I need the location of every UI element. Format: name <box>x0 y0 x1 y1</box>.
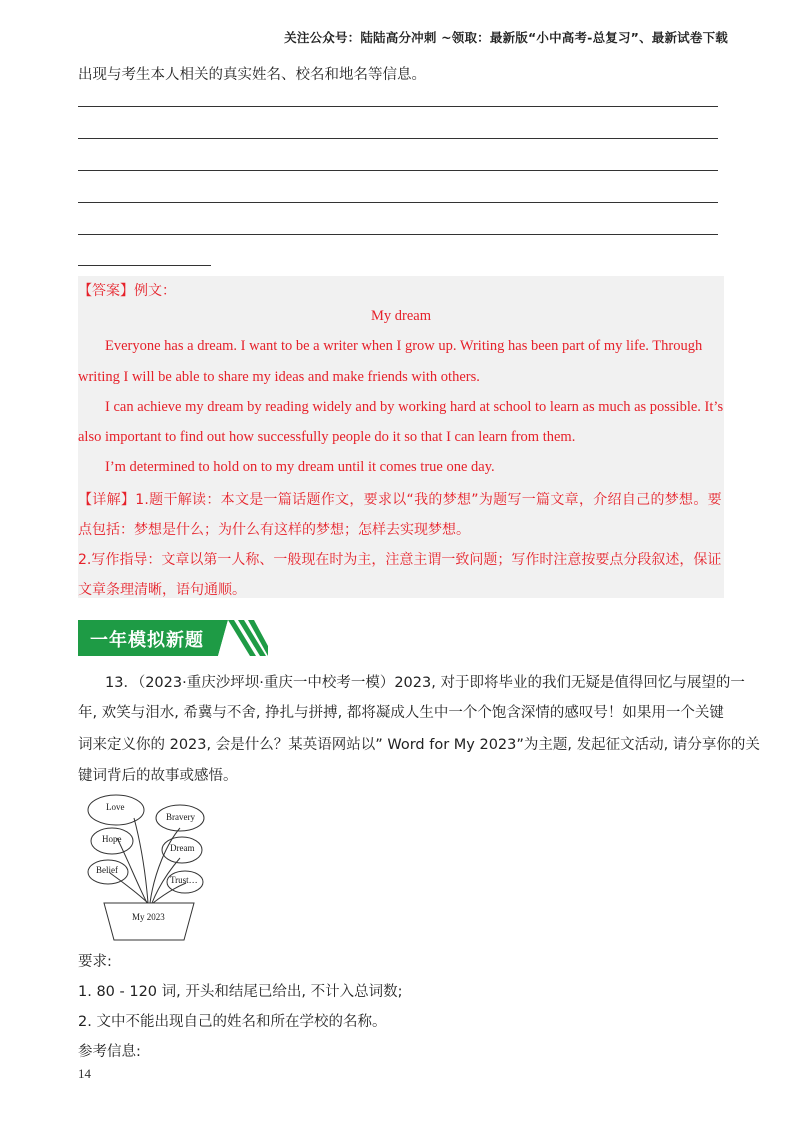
question-line: 13．（2023·重庆沙坪坝·重庆一中校考一模）2023, 对于即将毕业的我们无疑是值得回忆与展望的一 <box>105 675 745 691</box>
leaf-word: Bravery <box>166 812 195 822</box>
writing-line <box>78 138 718 139</box>
detail-line: 文章条理清晰，语句通顺。 <box>78 582 246 598</box>
page-number: 14 <box>78 1066 91 1081</box>
question-line: 键词背后的故事或感悟。 <box>78 768 238 784</box>
essay-line: Everyone has a dream. I want to be a writer when I grow up. Writing has been part of my life. Through <box>105 338 703 354</box>
essay-title: My dream <box>371 308 431 324</box>
writing-line <box>78 234 718 235</box>
detail-line: 2.写作指导：文章以第一人称、一般现在时为主，注意主谓一致问题；写作时注意按要点分段叙述，保证 <box>78 552 722 568</box>
leaf-word: Dream <box>170 843 195 853</box>
leaf-word: Trust… <box>170 875 198 885</box>
essay-line: I can achieve my dream by reading widely and by working hard at school to learn as much as possible. It’s <box>105 399 724 415</box>
keyword-plant-figure <box>82 788 212 944</box>
essay-line: writing I will be able to share my ideas and make friends with others. <box>78 369 480 385</box>
reference-info-label: 参考信息: <box>78 1044 141 1060</box>
essay-line: also important to find out how successfully people do it so that I can learn from them. <box>78 429 576 445</box>
detail-line: 点包括：梦想是什么；为什么有这样的梦想；怎样去实现梦想。 <box>78 522 470 538</box>
intro-text: 出现与考生本人相关的真实姓名、校名和地名等信息。 <box>78 67 426 83</box>
essay-line: I’m determined to hold on to my dream until it comes true one day. <box>105 459 495 475</box>
header-note: 关注公众号：陆陆高分冲刺 ~领取：最新版“小中高考-总复习”、最新试卷下载 <box>284 30 728 45</box>
writing-line <box>78 265 211 266</box>
leaf-word: Hope <box>102 834 122 844</box>
question-line: 词来定义你的 2023, 会是什么？某英语网站以” Word for My 2023”为主题, 发起征文活动, 请分享你的关 <box>78 737 760 753</box>
requirements-heading: 要求: <box>78 954 112 970</box>
section-title: 一年模拟新题 <box>90 630 204 651</box>
requirement-item: 1. 80 - 120 词, 开头和结尾已给出, 不计入总词数; <box>78 984 403 1000</box>
detail-line: 【详解】1.题干解读：本文是一篇话题作文，要求以“我的梦想”为题写一篇文章，介绍自己的梦想。要 <box>78 492 722 508</box>
writing-line <box>78 202 718 203</box>
requirement-item: 2. 文中不能出现自己的姓名和所在学校的名称。 <box>78 1014 387 1030</box>
pot-label: My 2023 <box>132 912 165 922</box>
leaf-word: Love <box>106 802 125 812</box>
section-banner <box>78 618 268 658</box>
writing-line <box>78 106 718 107</box>
leaf-word: Belief <box>96 865 118 875</box>
answer-label: 【答案】例文： <box>78 283 176 299</box>
writing-line <box>78 170 718 171</box>
question-line: 年, 欢笑与泪水, 希冀与不舍, 挣扎与拼搏, 都将凝成人生中一个个饱含深情的感叹号！如果用一个关键 <box>78 705 724 721</box>
